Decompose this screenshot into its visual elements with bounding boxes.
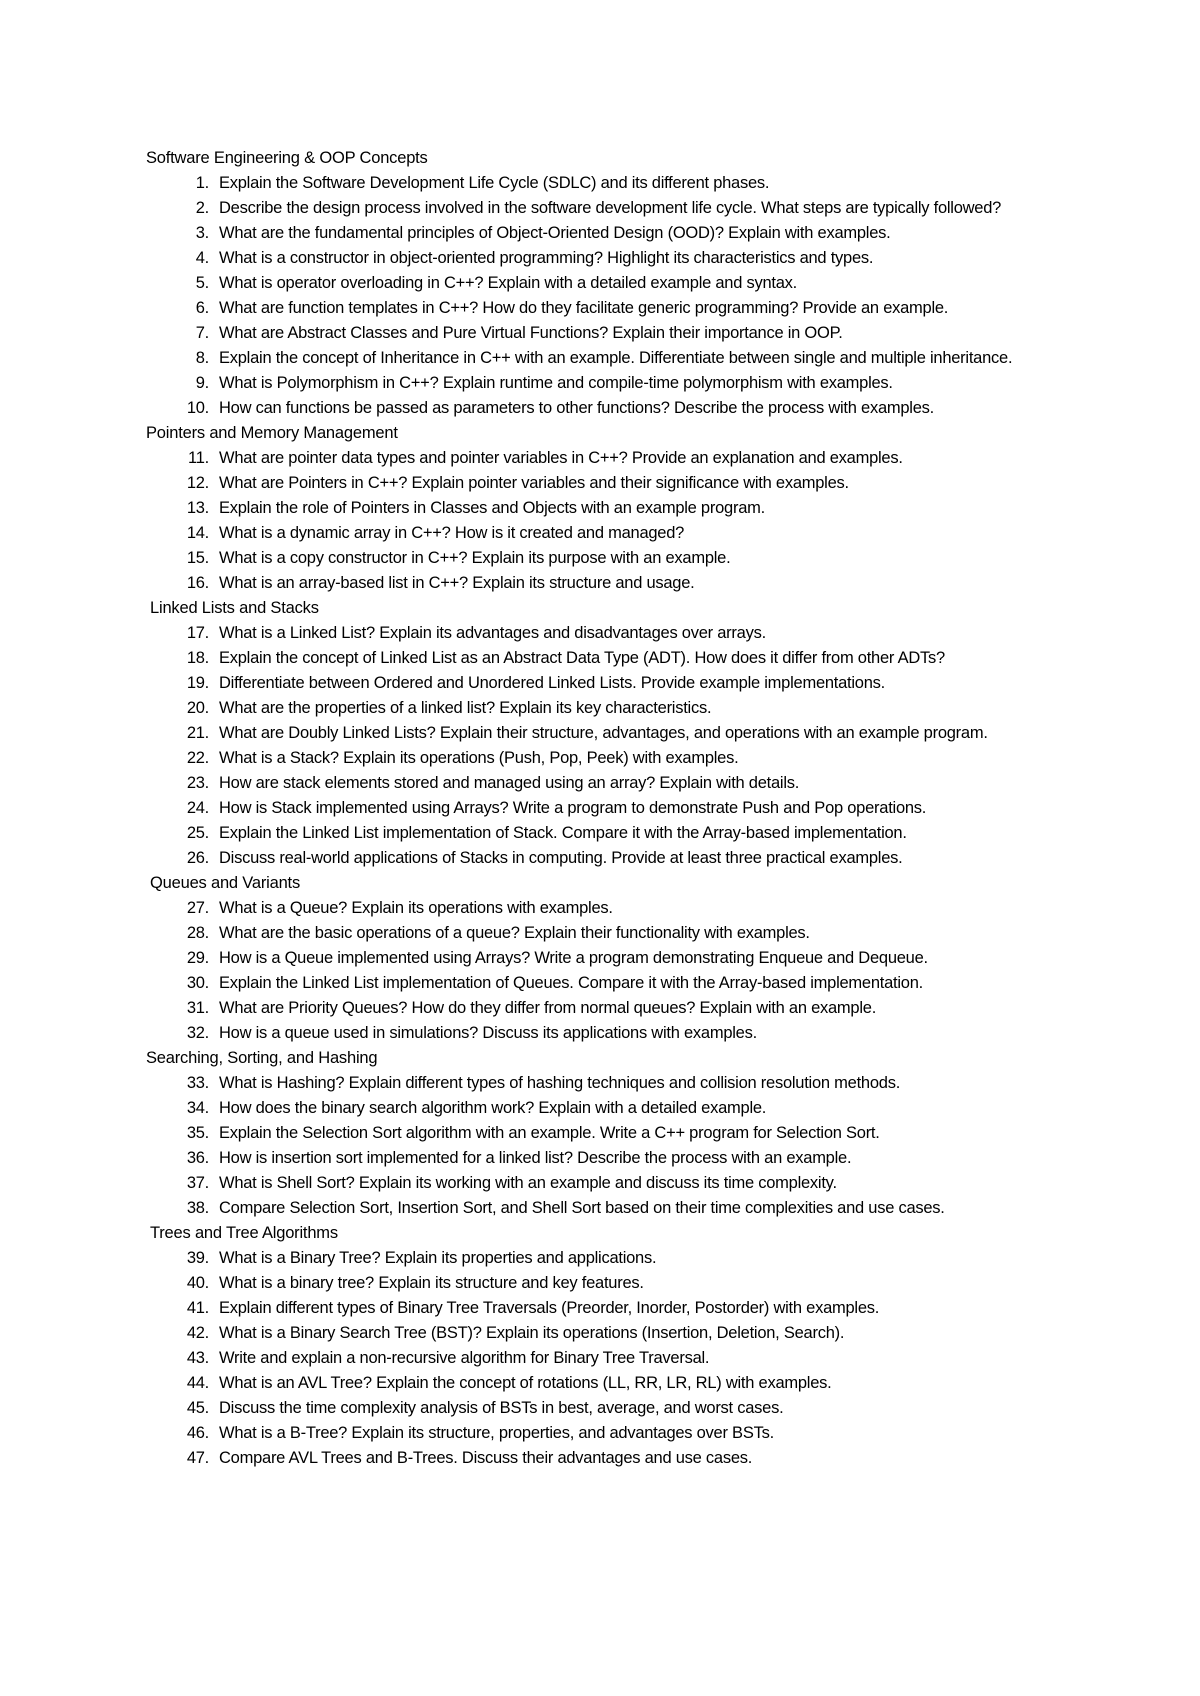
list-item	[146, 671, 1086, 696]
section-heading: Software Engineering & OOP Concepts	[146, 149, 428, 167]
item-text: How is Stack implemented using Arrays? Write a program to demonstrate Push and Pop operations.	[219, 799, 927, 817]
question-section	[146, 871, 1086, 1046]
item-number: 1.	[195, 174, 209, 192]
list-item	[146, 346, 1086, 371]
question-section	[146, 421, 1086, 596]
item-text: What is Hashing? Explain different types of hashing techniques and collision resolution methods.	[219, 1074, 901, 1092]
section-heading: Pointers and Memory Management	[146, 424, 398, 442]
item-text: What is Polymorphism in C++? Explain runtime and compile-time polymorphism with examples.	[219, 374, 893, 392]
section-heading: Trees and Tree Algorithms	[150, 1224, 338, 1242]
item-number: 46.	[186, 1424, 209, 1442]
list-item	[146, 1071, 1086, 1096]
item-number: 6.	[195, 299, 209, 317]
question-section	[146, 146, 1086, 421]
item-number: 32.	[186, 1024, 209, 1042]
item-number: 47.	[186, 1449, 209, 1467]
item-text: What is an AVL Tree? Explain the concept of rotations (LL, RR, LR, RL) with examples.	[219, 1374, 832, 1392]
list-item	[146, 946, 1086, 971]
item-number: 2.	[195, 199, 209, 217]
list-item	[146, 796, 1086, 821]
item-text: Explain the Linked List implementation of Stack. Compare it with the Array-based implementation.	[219, 824, 907, 842]
item-number: 14.	[186, 524, 209, 542]
list-item	[146, 471, 1086, 496]
item-number: 16.	[186, 574, 209, 592]
item-number: 8.	[195, 349, 209, 367]
item-number: 10.	[186, 399, 209, 417]
document-body	[146, 146, 1086, 1471]
question-list	[146, 446, 1086, 596]
list-item	[146, 246, 1086, 271]
item-text: Compare AVL Trees and B-Trees. Discuss their advantages and use cases.	[219, 1449, 753, 1467]
list-item	[146, 1296, 1086, 1321]
item-text: How can functions be passed as parameters to other functions? Describe the process with examples.	[219, 399, 934, 417]
list-item	[146, 371, 1086, 396]
item-number: 44.	[186, 1374, 209, 1392]
item-number: 29.	[186, 949, 209, 967]
item-number: 43.	[186, 1349, 209, 1367]
item-number: 24.	[186, 799, 209, 817]
item-number: 37.	[186, 1174, 209, 1192]
item-text: Discuss the time complexity analysis of BSTs in best, average, and worst cases.	[219, 1399, 784, 1417]
item-number: 5.	[195, 274, 209, 292]
item-text: What are Pointers in C++? Explain pointer variables and their significance with examples.	[219, 474, 849, 492]
item-text: Discuss real-world applications of Stacks in computing. Provide at least three practical examples.	[219, 849, 903, 867]
item-text: What is a Stack? Explain its operations (Push, Pop, Peek) with examples.	[219, 749, 739, 767]
item-number: 40.	[186, 1274, 209, 1292]
item-text: Differentiate between Ordered and Unordered Linked Lists. Provide example implementations.	[219, 674, 885, 692]
item-number: 19.	[186, 674, 209, 692]
list-item	[146, 1346, 1086, 1371]
item-number: 12.	[186, 474, 209, 492]
item-number: 25.	[186, 824, 209, 842]
list-item	[146, 1271, 1086, 1296]
item-text: How are stack elements stored and managed using an array? Explain with details.	[219, 774, 800, 792]
item-text: What are the properties of a linked list? Explain its key characteristics.	[219, 699, 712, 717]
list-item	[146, 996, 1086, 1021]
item-number: 31.	[186, 999, 209, 1017]
item-number: 45.	[186, 1399, 209, 1417]
item-text: Write and explain a non-recursive algorithm for Binary Tree Traversal.	[219, 1349, 710, 1367]
question-list	[146, 171, 1086, 421]
item-text: What is operator overloading in C++? Explain with a detailed example and syntax.	[219, 274, 798, 292]
list-item	[146, 546, 1086, 571]
item-text: Compare Selection Sort, Insertion Sort, and Shell Sort based on their time complexities and use cases.	[219, 1199, 945, 1217]
item-text: What are Priority Queues? How do they differ from normal queues? Explain with an example.	[219, 999, 877, 1017]
item-text: What is a copy constructor in C++? Explain its purpose with an example.	[219, 549, 731, 567]
item-text: How is insertion sort implemented for a linked list? Describe the process with an example.	[219, 1149, 852, 1167]
item-number: 7.	[195, 324, 209, 342]
list-item	[146, 721, 1086, 746]
question-list	[146, 1246, 1086, 1471]
question-section	[146, 596, 1086, 871]
item-number: 3.	[195, 224, 209, 242]
item-text: What is a B-Tree? Explain its structure, properties, and advantages over BSTs.	[219, 1424, 774, 1442]
item-text: What are Doubly Linked Lists? Explain their structure, advantages, and operations with an example program.	[219, 724, 988, 742]
item-number: 38.	[186, 1199, 209, 1217]
item-number: 33.	[186, 1074, 209, 1092]
list-item	[146, 621, 1086, 646]
list-item	[146, 746, 1086, 771]
item-number: 42.	[186, 1324, 209, 1342]
item-number: 23.	[186, 774, 209, 792]
item-number: 28.	[186, 924, 209, 942]
list-item	[146, 196, 1086, 221]
item-number: 35.	[186, 1124, 209, 1142]
item-number: 17.	[186, 624, 209, 642]
item-number: 36.	[186, 1149, 209, 1167]
item-text: What are pointer data types and pointer variables in C++? Provide an explanation and examples.	[219, 449, 903, 467]
item-number: 27.	[186, 899, 209, 917]
item-number: 21.	[186, 724, 209, 742]
section-heading: Queues and Variants	[150, 874, 300, 892]
list-item	[146, 271, 1086, 296]
list-item	[146, 221, 1086, 246]
question-list	[146, 1071, 1086, 1221]
item-text: Explain different types of Binary Tree Traversals (Preorder, Inorder, Postorder) with examples.	[219, 1299, 880, 1317]
list-item	[146, 1396, 1086, 1421]
list-item	[146, 696, 1086, 721]
item-text: What are the basic operations of a queue? Explain their functionality with examples.	[219, 924, 810, 942]
item-text: Explain the Software Development Life Cycle (SDLC) and its different phases.	[219, 174, 770, 192]
list-item	[146, 1246, 1086, 1271]
item-text: What is a Linked List? Explain its advantages and disadvantages over arrays.	[219, 624, 766, 642]
item-text: What is a Queue? Explain its operations with examples.	[219, 899, 613, 917]
list-item	[146, 921, 1086, 946]
list-item	[146, 1371, 1086, 1396]
list-item	[146, 446, 1086, 471]
question-list	[146, 896, 1086, 1046]
list-item	[146, 1421, 1086, 1446]
item-text: What is a Binary Search Tree (BST)? Explain its operations (Insertion, Deletion, Search).	[219, 1324, 845, 1342]
item-text: What are the fundamental principles of Object-Oriented Design (OOD)? Explain with examples.	[219, 224, 891, 242]
item-text: What is a dynamic array in C++? How is it created and managed?	[219, 524, 685, 542]
item-number: 20.	[186, 699, 209, 717]
list-item	[146, 321, 1086, 346]
list-item	[146, 171, 1086, 196]
item-number: 4.	[195, 249, 209, 267]
item-number: 30.	[186, 974, 209, 992]
item-number: 15.	[186, 549, 209, 567]
list-item	[146, 296, 1086, 321]
list-item	[146, 1171, 1086, 1196]
item-number: 13.	[186, 499, 209, 517]
list-item	[146, 396, 1086, 421]
list-item	[146, 771, 1086, 796]
item-text: What are function templates in C++? How do they facilitate generic programming? Provide an example.	[219, 299, 949, 317]
list-item	[146, 846, 1086, 871]
question-section	[146, 1046, 1086, 1221]
item-number: 9.	[195, 374, 209, 392]
list-item	[146, 971, 1086, 996]
list-item	[146, 821, 1086, 846]
item-text: What is Shell Sort? Explain its working with an example and discuss its time complexity.	[219, 1174, 837, 1192]
item-text: What is a Binary Tree? Explain its properties and applications.	[219, 1249, 657, 1267]
item-text: Explain the Linked List implementation of Queues. Compare it with the Array-based implementation.	[219, 974, 923, 992]
question-section	[146, 1221, 1086, 1471]
item-text: Explain the Selection Sort algorithm with an example. Write a C++ program for Selection Sort.	[219, 1124, 880, 1142]
list-item	[146, 571, 1086, 596]
list-item	[146, 1096, 1086, 1121]
section-heading: Searching, Sorting, and Hashing	[146, 1049, 378, 1067]
item-number: 26.	[186, 849, 209, 867]
item-number: 22.	[186, 749, 209, 767]
item-text: Explain the concept of Inheritance in C++ with an example. Differentiate between single and multiple inheritance.	[219, 349, 1013, 367]
item-text: Explain the role of Pointers in Classes and Objects with an example program.	[219, 499, 765, 517]
item-text: How is a queue used in simulations? Discuss its applications with examples.	[219, 1024, 757, 1042]
item-text: What are Abstract Classes and Pure Virtual Functions? Explain their importance in OOP.	[219, 324, 843, 342]
list-item	[146, 521, 1086, 546]
item-text: Explain the concept of Linked List as an Abstract Data Type (ADT). How does it differ from other ADTs?	[219, 649, 945, 667]
item-number: 18.	[186, 649, 209, 667]
list-item	[146, 1021, 1086, 1046]
item-text: Describe the design process involved in the software development life cycle. What steps are typically followed?	[219, 199, 1002, 217]
list-item	[146, 496, 1086, 521]
item-number: 41.	[186, 1299, 209, 1317]
item-number: 34.	[186, 1099, 209, 1117]
list-item	[146, 1321, 1086, 1346]
list-item	[146, 896, 1086, 921]
item-text: What is a constructor in object-oriented programming? Highlight its characteristics and types.	[219, 249, 874, 267]
item-text: How does the binary search algorithm work? Explain with a detailed example.	[219, 1099, 767, 1117]
item-text: How is a Queue implemented using Arrays? Write a program demonstrating Enqueue and Dequeue.	[219, 949, 928, 967]
list-item	[146, 1146, 1086, 1171]
list-item	[146, 646, 1086, 671]
item-number: 11.	[188, 449, 209, 467]
list-item	[146, 1446, 1086, 1471]
list-item	[146, 1196, 1086, 1221]
list-item	[146, 1121, 1086, 1146]
section-heading: Linked Lists and Stacks	[150, 599, 319, 617]
item-number: 39.	[186, 1249, 209, 1267]
item-text: What is a binary tree? Explain its structure and key features.	[219, 1274, 644, 1292]
question-list	[146, 621, 1086, 871]
item-text: What is an array-based list in C++? Explain its structure and usage.	[219, 574, 695, 592]
